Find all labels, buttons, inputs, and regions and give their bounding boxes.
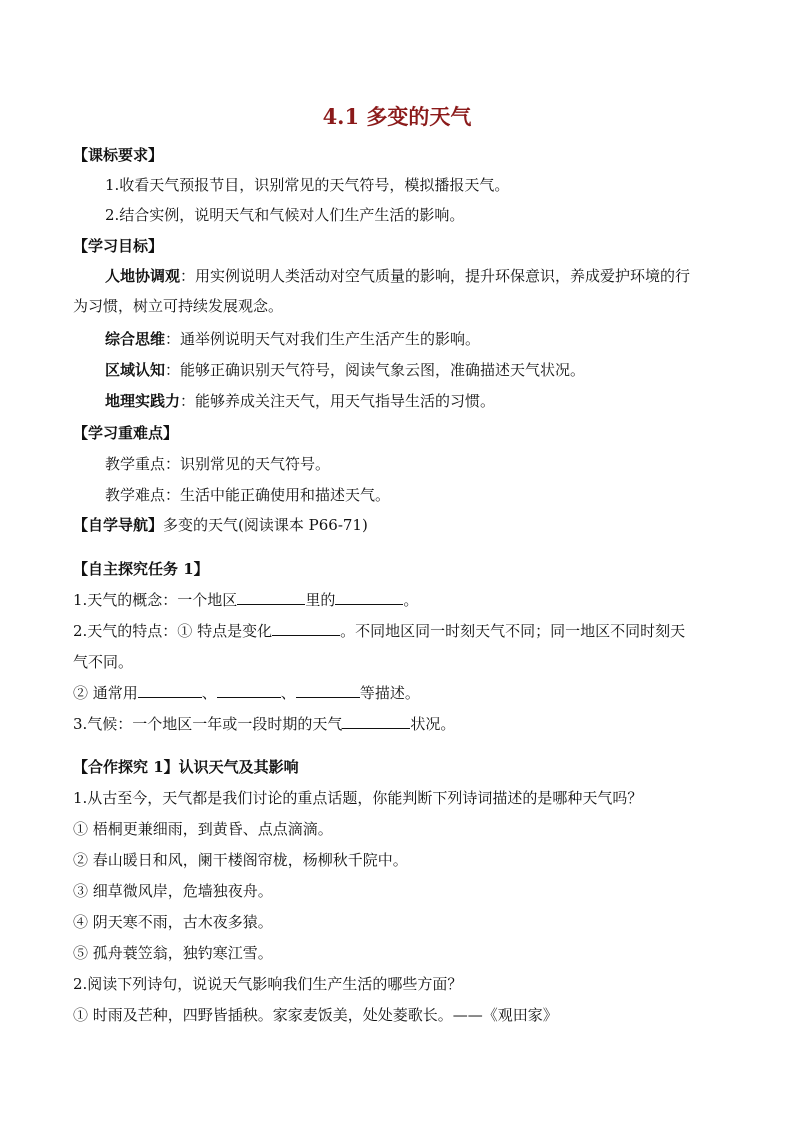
task1-line-1 [73, 590, 418, 610]
task1-line-4 [73, 714, 455, 734]
task1-text: 2.天气的特点：① 特点是变化 [73, 622, 273, 640]
key-point-item-2: 教学难点：生活中能正确使用和描述天气。 [105, 486, 391, 504]
task1-text: 3.气候：一个地区一年或一段时期的天气 [73, 715, 343, 733]
objective-text: ：通举例说明天气对我们生产生活产生的影响。 [165, 330, 481, 348]
fill-blank[interactable] [342, 714, 410, 729]
section-header-task1: 【自主探究任务 1】 [73, 560, 209, 578]
curriculum-item-1: 1.收看天气预报节目，识别常见的天气符号，模拟播报天气。 [105, 176, 510, 194]
objective-item-1-cont: 为习惯，树立可持续发展观念。 [73, 297, 284, 315]
objective-text: ：用实例说明人类活动对空气质量的影响，提升环保意识，养成爱护环境的行 [180, 267, 691, 285]
objective-label: 人地协调观 [105, 267, 181, 285]
fill-blank[interactable] [237, 590, 305, 605]
poem-item-1: ① 梧桐更兼细雨，到黄昏、点点滴滴。 [73, 820, 333, 838]
task1-text: 状况。 [410, 715, 456, 733]
objective-label: 区域认知 [105, 361, 166, 379]
section-header-curriculum: 【课标要求】 [73, 146, 164, 164]
cooperation-header-rest: 认识天气及其影响 [178, 758, 299, 776]
objective-item-1 [105, 266, 690, 286]
task1-text: 里的 [305, 591, 336, 609]
objective-label: 地理实践力 [105, 392, 181, 410]
task1-text: 。 [403, 591, 419, 609]
section-header-objectives: 【学习目标】 [73, 237, 164, 255]
fill-blank[interactable] [296, 683, 360, 698]
task1-text: 、 [280, 684, 296, 702]
curriculum-item-2: 2.结合实例，说明天气和气候对人们生产生活的影响。 [105, 206, 465, 224]
objective-text: ：能够养成关注天气，用天气指导生活的习惯。 [180, 392, 496, 410]
objective-item-4 [105, 391, 495, 411]
page-title: 4.1 多变的天气 [322, 104, 472, 129]
task1-text: 。不同地区同一时刻天气不同；同一地区不同时刻天 [340, 622, 686, 640]
cooperation-question-2: 2.阅读下列诗句，说说天气影响我们生产生活的哪些方面？ [73, 975, 463, 993]
poem-item-4: ④ 阴天寒不雨，古木夜多猿。 [73, 913, 273, 931]
self-study-line [73, 515, 368, 535]
poem-item-2: ② 春山暖日和风，阑干楼阁帘栊，杨柳秋千院中。 [73, 851, 408, 869]
task1-line-2-cont: 气不同。 [73, 653, 134, 671]
cooperation-question-1: 1.从古至今，天气都是我们讨论的重点话题，你能判断下列诗词描述的是哪种天气吗？ [73, 789, 643, 807]
self-study-text: 多变的天气(阅读课本 P66-71) [163, 516, 368, 534]
fill-blank[interactable] [138, 683, 202, 698]
fill-blank[interactable] [335, 590, 403, 605]
cooperation-header: 【合作探究 1】 [73, 758, 179, 776]
task1-text: 1.天气的概念：一个地区 [73, 591, 238, 609]
task1-line-2 [73, 621, 685, 641]
fill-blank[interactable] [272, 621, 340, 636]
section-header-self-study: 【自学导航】 [73, 516, 164, 534]
key-point-item-1: 教学重点：识别常见的天气符号。 [105, 455, 331, 473]
objective-text: ：能够正确识别天气符号，阅读气象云图，准确描述天气状况。 [165, 361, 586, 379]
task1-text: 等描述。 [359, 684, 420, 702]
objective-label: 综合思维 [105, 330, 166, 348]
objective-item-3 [105, 360, 585, 380]
fill-blank[interactable] [217, 683, 281, 698]
task1-text: 、 [201, 684, 217, 702]
task1-line-3 [73, 683, 420, 703]
section-header-key-points: 【学习重难点】 [73, 424, 179, 442]
poem-item-3: ③ 细草微风岸，危墙独夜舟。 [73, 882, 273, 900]
question-2-item-1: ① 时雨及芒种，四野皆插秧。家家麦饭美，处处菱歌长。——《观田家》 [73, 1006, 558, 1024]
task1-text: ② 通常用 [73, 684, 138, 702]
poem-item-5: ⑤ 孤舟蓑笠翁，独钓寒江雪。 [73, 944, 273, 962]
objective-item-2 [105, 329, 480, 349]
section-header-cooperation [73, 757, 299, 777]
